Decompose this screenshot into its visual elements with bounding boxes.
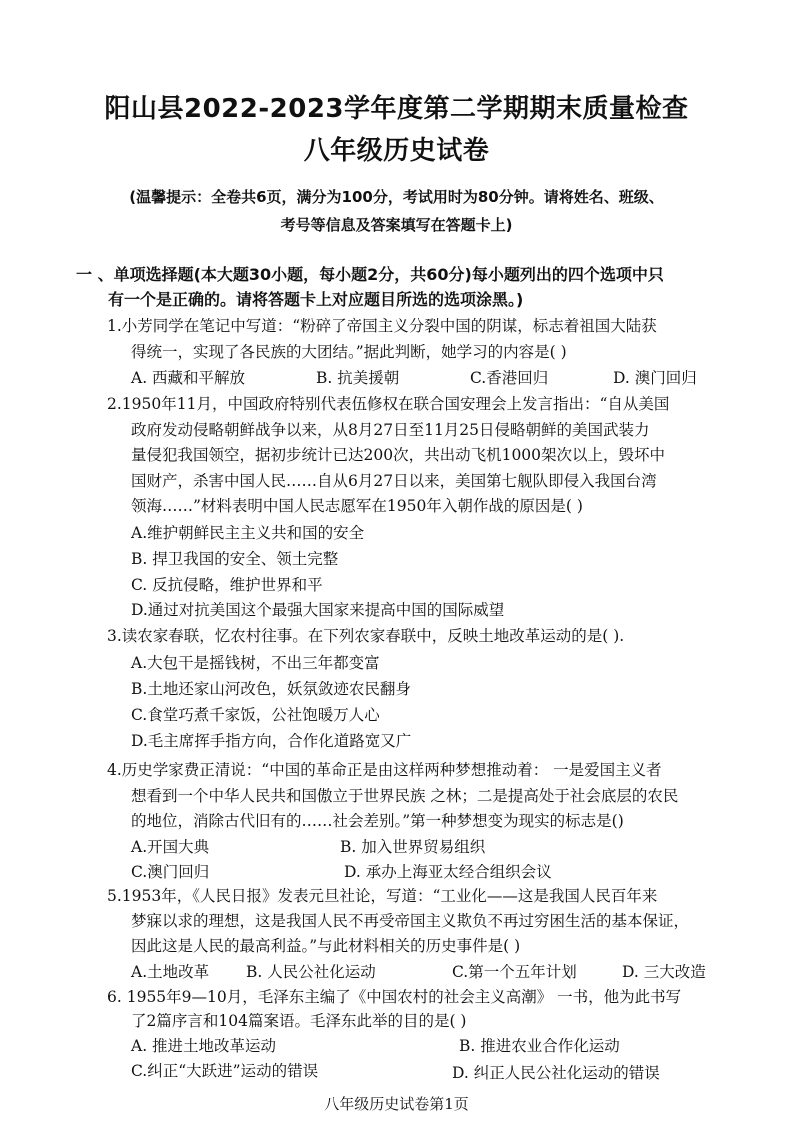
option-b: B. 人民公社化运动 — [246, 963, 376, 981]
question-text: 国财产，杀害中国人民……自从6月27日以来，美国第七舰队即侵入我国台湾 — [131, 472, 657, 490]
section-heading-line2: 有一个是正确的。请将答题卡上对应题目所选的选项涂黑。) — [108, 290, 524, 309]
question-text: 因此这是人民的最高利益。”与此材料相关的历史事件是( ) — [131, 937, 521, 955]
option-b: B. 推进农业合作化运动 — [459, 1037, 620, 1055]
question-text: 梦寐以求的理想，这是我国人民不再受帝国主义欺负不再过穷困生活的基本保证， — [131, 912, 690, 930]
option-a: A.大包干是摇钱树，不出三年都变富 — [131, 654, 380, 672]
exam-subtitle: 八年级历史试卷 — [303, 136, 490, 166]
page-footer: 八年级历史试卷第1页 — [324, 1095, 469, 1113]
option-b: B.土地还家山河改色，妖氛敛迹农民翻身 — [131, 680, 411, 698]
exam-title: 阳山县2022-2023学年度第二学期期末质量检查 — [104, 94, 689, 124]
question-text: 1.小芳同学在笔记中写道：“粉碎了帝国主义分裂中国的阴谋，标志着祖国大陆获 — [107, 317, 657, 335]
option-d: D. 承办上海亚太经合组织会议 — [344, 863, 552, 881]
option-c: C.纠正“大跃进”运动的错误 — [131, 1062, 319, 1080]
exam-tip-line1: (温馨提示：全卷共6页，满分为100分，考试用时为80分钟。请将姓名、班级、 — [129, 188, 664, 206]
option-c: C.食堂巧煮千家饭，公社饱暖万人心 — [131, 706, 380, 724]
option-b: B. 抗美援朝 — [316, 369, 400, 387]
option-a: A. 西藏和平解放 — [131, 369, 246, 387]
option-a: A. 推进土地改革运动 — [131, 1037, 277, 1055]
question-text: 得统一，实现了各民族的大团结。”据此判断，她学习的内容是( ) — [131, 343, 567, 361]
section-heading-line1: 一 、单项选择题(本大题30小题，每小题2分，共60分)每小题列出的四个选项中只 — [76, 265, 664, 284]
option-a: A.开国大典 — [131, 838, 210, 856]
option-c: C.澳门回归 — [131, 863, 210, 881]
option-a: A.维护朝鲜民主主义共和国的安全 — [131, 524, 365, 542]
question-text: 量侵犯我国领空，据初步统计已达200次，共出动飞机1000架次以上，毁坏中 — [131, 446, 666, 464]
question-text: 4.历史学家费正清说：“中国的革命正是由这样两种梦想推动着： 一是爱国主义者 — [107, 761, 662, 779]
option-b: B. 捍卫我国的安全、领土完整 — [131, 550, 339, 568]
question-text: 想看到一个中华人民共和国傲立于世界民族 之林；二是提高处于社会底层的农民 — [131, 787, 679, 805]
option-d: D. 澳门回归 — [613, 369, 697, 387]
question-text: 5.1953年，《人民日报》发表元旦社论，写道：“工业化——这是我国人民百年来 — [107, 887, 658, 905]
option-d: D. 三大改造 — [622, 963, 706, 981]
option-d: D. 纠正人民公社化运动的错误 — [452, 1064, 660, 1082]
question-text: 了2篇序言和104篇案语。毛泽东此举的目的是( ) — [131, 1012, 467, 1030]
exam-tip-line2: 考号等信息及答案填写在答题卡上) — [280, 216, 513, 234]
question-text: 6. 1955年9—10月，毛泽东主编了《中国农村的社会主义高潮》 一书，他为此书写 — [107, 988, 682, 1006]
question-text: 的地位，消除古代旧有的……社会差别。”第一种梦想变为现实的标志是() — [131, 812, 624, 830]
option-c: C.香港回归 — [470, 369, 549, 387]
option-c: C. 反抗侵略，维护世界和平 — [131, 576, 323, 594]
option-b: B. 加入世界贸易组织 — [340, 838, 486, 856]
question-text: 政府发动侵略朝鲜战争以来，从8月27日至11月25日侵略朝鲜的美国武装力 — [131, 421, 650, 439]
question-text: 领海……”材料表明中国人民志愿军在1950年入朝作战的原因是( ) — [131, 497, 583, 515]
option-c: C.第一个五年计划 — [452, 963, 577, 981]
option-d: D.毛主席挥手指方向，合作化道路宽又广 — [131, 732, 412, 750]
option-d: D.通过对抗美国这个最强大国家来提高中国的国际威望 — [131, 601, 505, 619]
question-text: 2.1950年11月，中国政府特别代表伍修权在联合国安理会上发言指出：“自从美国 — [107, 395, 670, 413]
question-text: 3.读农家春联，忆农村往事。在下列农家春联中，反映土地改革运动的是( ). — [107, 627, 625, 645]
option-a: A.土地改革 — [131, 963, 210, 981]
